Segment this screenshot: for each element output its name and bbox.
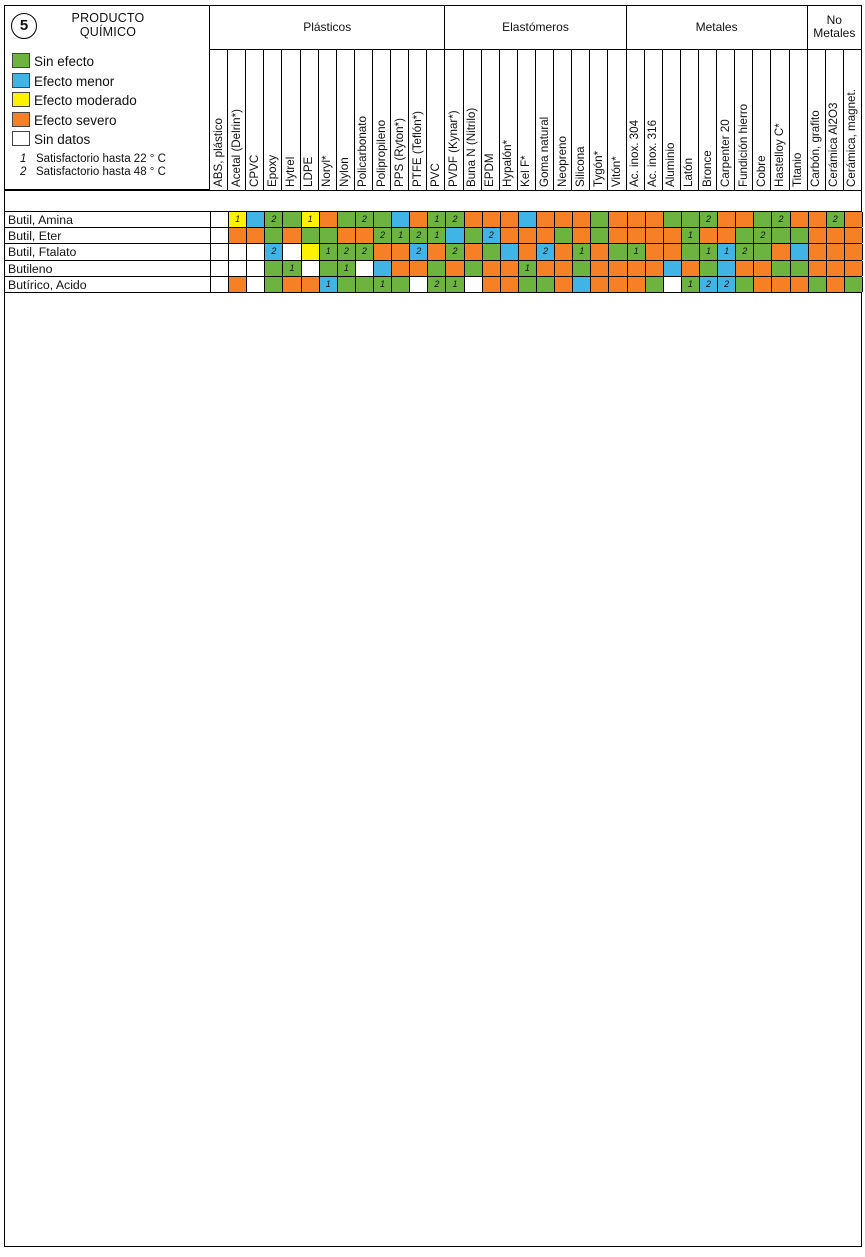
note-number: 1 (20, 153, 27, 165)
rating-cell: 2 (265, 244, 283, 259)
rating-cell (772, 228, 790, 243)
rating-cell (211, 228, 229, 243)
legend-label: Sin efecto (34, 54, 95, 69)
rating-cell (338, 228, 356, 243)
column-header-label: Neopreno (555, 136, 569, 187)
group-label: No Metales (808, 5, 862, 50)
rating-cell: 2 (265, 212, 283, 227)
rating-cell (646, 244, 664, 259)
rating-cell: 2 (537, 244, 555, 259)
rating-cell (591, 277, 609, 292)
column-header-label: Titanio (791, 152, 805, 187)
rating-cell (356, 228, 374, 243)
rating-cell (772, 277, 790, 292)
rating-cell (827, 244, 845, 259)
rating-cell (483, 244, 501, 259)
rating-cell (211, 261, 229, 276)
rating-cell: 2 (446, 212, 464, 227)
column-header-label: Fundición hierro (736, 103, 750, 187)
section-number: 5 (11, 13, 37, 39)
column-header (808, 50, 826, 190)
column-header (210, 50, 228, 190)
rating-cell (664, 277, 682, 292)
column-header (246, 50, 264, 190)
rating-cell (609, 244, 627, 259)
table-row (5, 244, 861, 260)
column-header (753, 50, 771, 190)
column-header-label: Buna N (Nitrilo) (465, 107, 479, 187)
column-header-label: Cerámica, magnet. (845, 89, 859, 187)
rating-cell (682, 244, 700, 259)
legend-label: Efecto moderado (34, 93, 137, 108)
spacer-row (4, 190, 862, 212)
column-header-label: Noryl* (320, 155, 334, 187)
legend-note (20, 166, 166, 178)
column-header (264, 50, 282, 190)
column-header-label: Aluminio (664, 142, 678, 187)
rating-cell: 1 (718, 244, 736, 259)
rating-cell (555, 261, 573, 276)
legend-label: Efecto severo (34, 112, 117, 128)
column-header-label: LDPE (302, 156, 316, 187)
rating-cell: 2 (428, 277, 446, 292)
chemical-name: Butileno (5, 261, 211, 276)
legend-item (12, 112, 117, 129)
column-header-label: Cobre (754, 155, 768, 187)
rating-cell (265, 277, 283, 292)
column-header (645, 50, 663, 190)
rating-cell: 2 (483, 228, 501, 243)
column-header-label: Ac. inox. 304 (628, 119, 642, 187)
column-header (482, 50, 500, 190)
rating-cell (573, 212, 591, 227)
rating-cell (483, 212, 501, 227)
rating-cell (519, 228, 537, 243)
rating-cell: 1 (283, 261, 301, 276)
rating-cell: 1 (374, 277, 392, 292)
column-header-label: Nylon (338, 157, 352, 187)
rating-cell (338, 212, 356, 227)
rating-cell (573, 228, 591, 243)
rating-cell (555, 277, 573, 292)
rating-cell (229, 244, 247, 259)
rating-cell (302, 277, 320, 292)
table-row (5, 228, 861, 244)
rating-cell (682, 212, 700, 227)
rating-cell: 1 (700, 244, 718, 259)
rating-cell (591, 261, 609, 276)
rating-cell (809, 261, 827, 276)
rating-cell (247, 277, 265, 292)
chemical-name: Butil, Amina (5, 212, 211, 227)
rating-cell (211, 212, 229, 227)
rating-cell (501, 228, 519, 243)
rating-cell (392, 244, 410, 259)
rating-cell (320, 261, 338, 276)
rating-cell: 2 (700, 212, 718, 227)
rating-cell: 1 (428, 228, 446, 243)
rating-cell (465, 277, 483, 292)
rating-cell (772, 261, 790, 276)
rating-cell (302, 261, 320, 276)
rating-cell (809, 244, 827, 259)
rating-cell (247, 261, 265, 276)
legend-item (12, 92, 137, 109)
rating-cell: 2 (338, 244, 356, 259)
rating-cell (628, 228, 646, 243)
rating-cell (356, 277, 374, 292)
rating-cell: 2 (446, 244, 464, 259)
rating-cell (229, 261, 247, 276)
rating-cell (555, 228, 573, 243)
rating-cell (501, 261, 519, 276)
rating-cell (211, 244, 229, 259)
note-number: 2 (20, 166, 27, 178)
rating-cell (483, 277, 501, 292)
column-header (445, 50, 463, 190)
rating-cell (356, 261, 374, 276)
column-header (771, 50, 789, 190)
rating-cell (772, 244, 790, 259)
column-header-label: Hytrel (283, 156, 297, 187)
column-header-label: Polipropileno (374, 119, 388, 187)
rating-cell (791, 261, 809, 276)
rating-cell (736, 228, 754, 243)
column-header (717, 50, 735, 190)
product-title-line1: PRODUCTO (71, 11, 145, 25)
rating-cell (718, 261, 736, 276)
column-header (590, 50, 608, 190)
rating-cell: 1 (446, 277, 464, 292)
legend-item (12, 73, 114, 90)
compatibility-grid (4, 211, 862, 1247)
rating-cell: 1 (320, 277, 338, 292)
rating-cell (501, 212, 519, 227)
rating-cell: 1 (573, 244, 591, 259)
column-header-label: Ac. inox. 316 (646, 119, 660, 187)
rating-cell (465, 261, 483, 276)
rating-cell (591, 244, 609, 259)
rating-cell: 2 (827, 212, 845, 227)
rating-cell: 2 (356, 212, 374, 227)
column-header (681, 50, 699, 190)
rating-cell (791, 228, 809, 243)
rating-cell (664, 212, 682, 227)
column-header (301, 50, 319, 190)
rating-cell (410, 212, 428, 227)
rating-cell (609, 212, 627, 227)
rating-cell: 2 (772, 212, 790, 227)
rating-cell (519, 212, 537, 227)
column-header-label: Epoxy (265, 154, 279, 187)
rating-cell (700, 261, 718, 276)
column-header (826, 50, 844, 190)
rating-cell: 1 (338, 261, 356, 276)
column-header (337, 50, 355, 190)
rating-cell (283, 244, 301, 259)
rating-cell (465, 228, 483, 243)
rating-cell (845, 228, 863, 243)
rating-cell (320, 212, 338, 227)
rating-cell (519, 244, 537, 259)
rating-cell (283, 277, 301, 292)
column-header-label: Acetal (Delrin*) (229, 109, 243, 187)
column-header (572, 50, 590, 190)
column-header (228, 50, 246, 190)
rating-cell: 2 (718, 277, 736, 292)
legend-swatch (12, 73, 30, 88)
legend-label: Sin datos (34, 132, 91, 147)
rating-cell (845, 244, 863, 259)
rating-cell (845, 212, 863, 227)
rating-cell: 2 (736, 244, 754, 259)
rating-cell (555, 244, 573, 259)
rating-cell (591, 228, 609, 243)
rating-cell: 1 (428, 212, 446, 227)
rating-cell (609, 228, 627, 243)
legend-item (12, 53, 94, 70)
note-text: Satisfactorio hasta 22 ° C (36, 153, 166, 165)
column-header-label: PPS (Ryton*) (392, 118, 406, 187)
rating-cell (736, 261, 754, 276)
rating-cell (754, 212, 772, 227)
legend-swatch (12, 53, 30, 68)
column-header-label: Silicona (573, 146, 587, 187)
rating-cell (537, 228, 555, 243)
rating-cell (718, 228, 736, 243)
rating-cell (283, 228, 301, 243)
rating-cell (682, 261, 700, 276)
group-label: Plásticos (210, 5, 445, 50)
rating-cell (537, 212, 555, 227)
rating-cell (247, 212, 265, 227)
column-header-label: Cerámica Al2O3 (827, 102, 841, 187)
rating-cell (791, 244, 809, 259)
rating-cell (501, 244, 519, 259)
rating-cell (211, 277, 229, 292)
legend-swatch (12, 131, 30, 146)
rating-cell (591, 212, 609, 227)
legend-item (12, 131, 90, 148)
rating-cell (446, 228, 464, 243)
product-title-line2: QUÍMICO (79, 25, 137, 39)
column-header-label: Carpenter 20 (718, 119, 732, 187)
column-header (627, 50, 645, 190)
table-row (5, 261, 861, 277)
rating-cell (791, 277, 809, 292)
column-header (409, 50, 427, 190)
rating-cell (754, 277, 772, 292)
rating-cell (646, 228, 664, 243)
rating-cell (609, 261, 627, 276)
legend-note (20, 153, 166, 165)
rating-cell (338, 277, 356, 292)
chemical-name: Butil, Ftalato (5, 244, 211, 259)
rating-cell (410, 261, 428, 276)
rating-cell (483, 261, 501, 276)
rating-cell (428, 244, 446, 259)
rating-cell (283, 212, 301, 227)
column-header (844, 50, 862, 190)
column-header (663, 50, 681, 190)
column-header-label: Hastelloy C* (772, 123, 786, 187)
rating-cell: 1 (628, 244, 646, 259)
rating-cell (646, 277, 664, 292)
rating-cell (537, 261, 555, 276)
rating-cell (465, 244, 483, 259)
column-header (373, 50, 391, 190)
rating-cell (845, 277, 863, 292)
column-header (699, 50, 717, 190)
legend-swatch (12, 92, 30, 107)
column-header (608, 50, 626, 190)
rating-cell (609, 277, 627, 292)
legend-swatch (12, 112, 30, 127)
rating-cell (809, 212, 827, 227)
rating-cell (573, 261, 591, 276)
rating-cell (374, 261, 392, 276)
rating-cell (537, 277, 555, 292)
column-header-label: Goma natural (537, 116, 551, 187)
rating-cell (664, 244, 682, 259)
rating-cell (845, 261, 863, 276)
rating-cell: 2 (356, 244, 374, 259)
column-header-label: CPVC (247, 154, 261, 187)
rating-cell: 1 (320, 244, 338, 259)
rating-cell: 1 (519, 261, 537, 276)
rating-cell (302, 228, 320, 243)
chemical-name: Butírico, Acido (5, 277, 211, 292)
rating-cell (446, 261, 464, 276)
rating-cell (410, 277, 428, 292)
column-header (464, 50, 482, 190)
rating-cell (664, 261, 682, 276)
rating-cell: 1 (682, 228, 700, 243)
column-header (536, 50, 554, 190)
rating-cell (700, 228, 718, 243)
column-header (355, 50, 373, 190)
rating-cell (265, 261, 283, 276)
rating-cell (827, 261, 845, 276)
chemical-name: Butil, Eter (5, 228, 211, 243)
rating-cell (736, 277, 754, 292)
rating-cell: 2 (410, 228, 428, 243)
table-row (5, 277, 861, 293)
column-header-label: PTFE (Teflón*) (410, 110, 424, 187)
rating-cell (827, 277, 845, 292)
rating-cell: 2 (374, 228, 392, 243)
rating-cell (555, 212, 573, 227)
rating-cell (646, 212, 664, 227)
group-label: Elastómeros (445, 5, 626, 50)
rating-cell (628, 261, 646, 276)
rating-cell (736, 212, 754, 227)
rating-cell (573, 277, 591, 292)
rating-cell (519, 277, 537, 292)
rating-cell (754, 244, 772, 259)
rating-cell (229, 228, 247, 243)
rating-cell: 1 (229, 212, 247, 227)
rating-cell (247, 228, 265, 243)
rating-cell: 2 (410, 244, 428, 259)
column-header (735, 50, 753, 190)
table-row (5, 212, 861, 228)
rating-cell (374, 212, 392, 227)
rating-cell (302, 244, 320, 259)
column-header-label: Carbón, grafito (809, 110, 823, 187)
column-header-label: ABS, plástico (211, 118, 225, 187)
rating-cell (718, 212, 736, 227)
rating-cell (265, 228, 283, 243)
column-header-label: Policarbonato (356, 116, 370, 187)
rating-cell (501, 277, 519, 292)
rating-cell (646, 261, 664, 276)
rating-cell (827, 228, 845, 243)
rating-cell (628, 277, 646, 292)
rating-cell (247, 244, 265, 259)
rating-cell (229, 277, 247, 292)
column-header-label: Hypalón* (501, 139, 515, 187)
rating-cell (465, 212, 483, 227)
column-header (500, 50, 518, 190)
rating-cell (320, 228, 338, 243)
column-header (518, 50, 536, 190)
rating-cell (392, 277, 410, 292)
note-text: Satisfactorio hasta 48 ° C (36, 166, 166, 178)
rating-cell (809, 228, 827, 243)
column-header (790, 50, 808, 190)
rating-cell (628, 212, 646, 227)
group-label: Metales (627, 5, 808, 50)
rating-cell: 1 (682, 277, 700, 292)
column-header-label: Kel F* (519, 155, 533, 187)
rating-cell: 2 (754, 228, 772, 243)
column-header-label: Bronce (700, 150, 714, 187)
rating-cell (791, 212, 809, 227)
column-header (427, 50, 445, 190)
legend-box (4, 5, 210, 190)
column-header (391, 50, 409, 190)
rating-cell (664, 228, 682, 243)
rating-cell: 1 (302, 212, 320, 227)
column-header (554, 50, 572, 190)
column-header-label: PVDF (Kynar*) (446, 110, 460, 187)
column-header-label: Tygón* (591, 150, 605, 187)
rating-cell (392, 212, 410, 227)
column-header-label: Latón (682, 157, 696, 187)
rating-cell: 2 (700, 277, 718, 292)
rating-cell (374, 244, 392, 259)
column-header (319, 50, 337, 190)
column-header-label: PVC (428, 163, 442, 187)
rating-cell: 1 (392, 228, 410, 243)
column-header-label: Vitón* (609, 156, 623, 187)
rating-cell (428, 261, 446, 276)
rating-cell (754, 261, 772, 276)
column-header (282, 50, 300, 190)
legend-label: Efecto menor (34, 73, 115, 89)
product-title (48, 11, 168, 39)
rating-cell (809, 277, 827, 292)
rating-cell (392, 261, 410, 276)
column-header-label: EPDM (483, 153, 497, 187)
